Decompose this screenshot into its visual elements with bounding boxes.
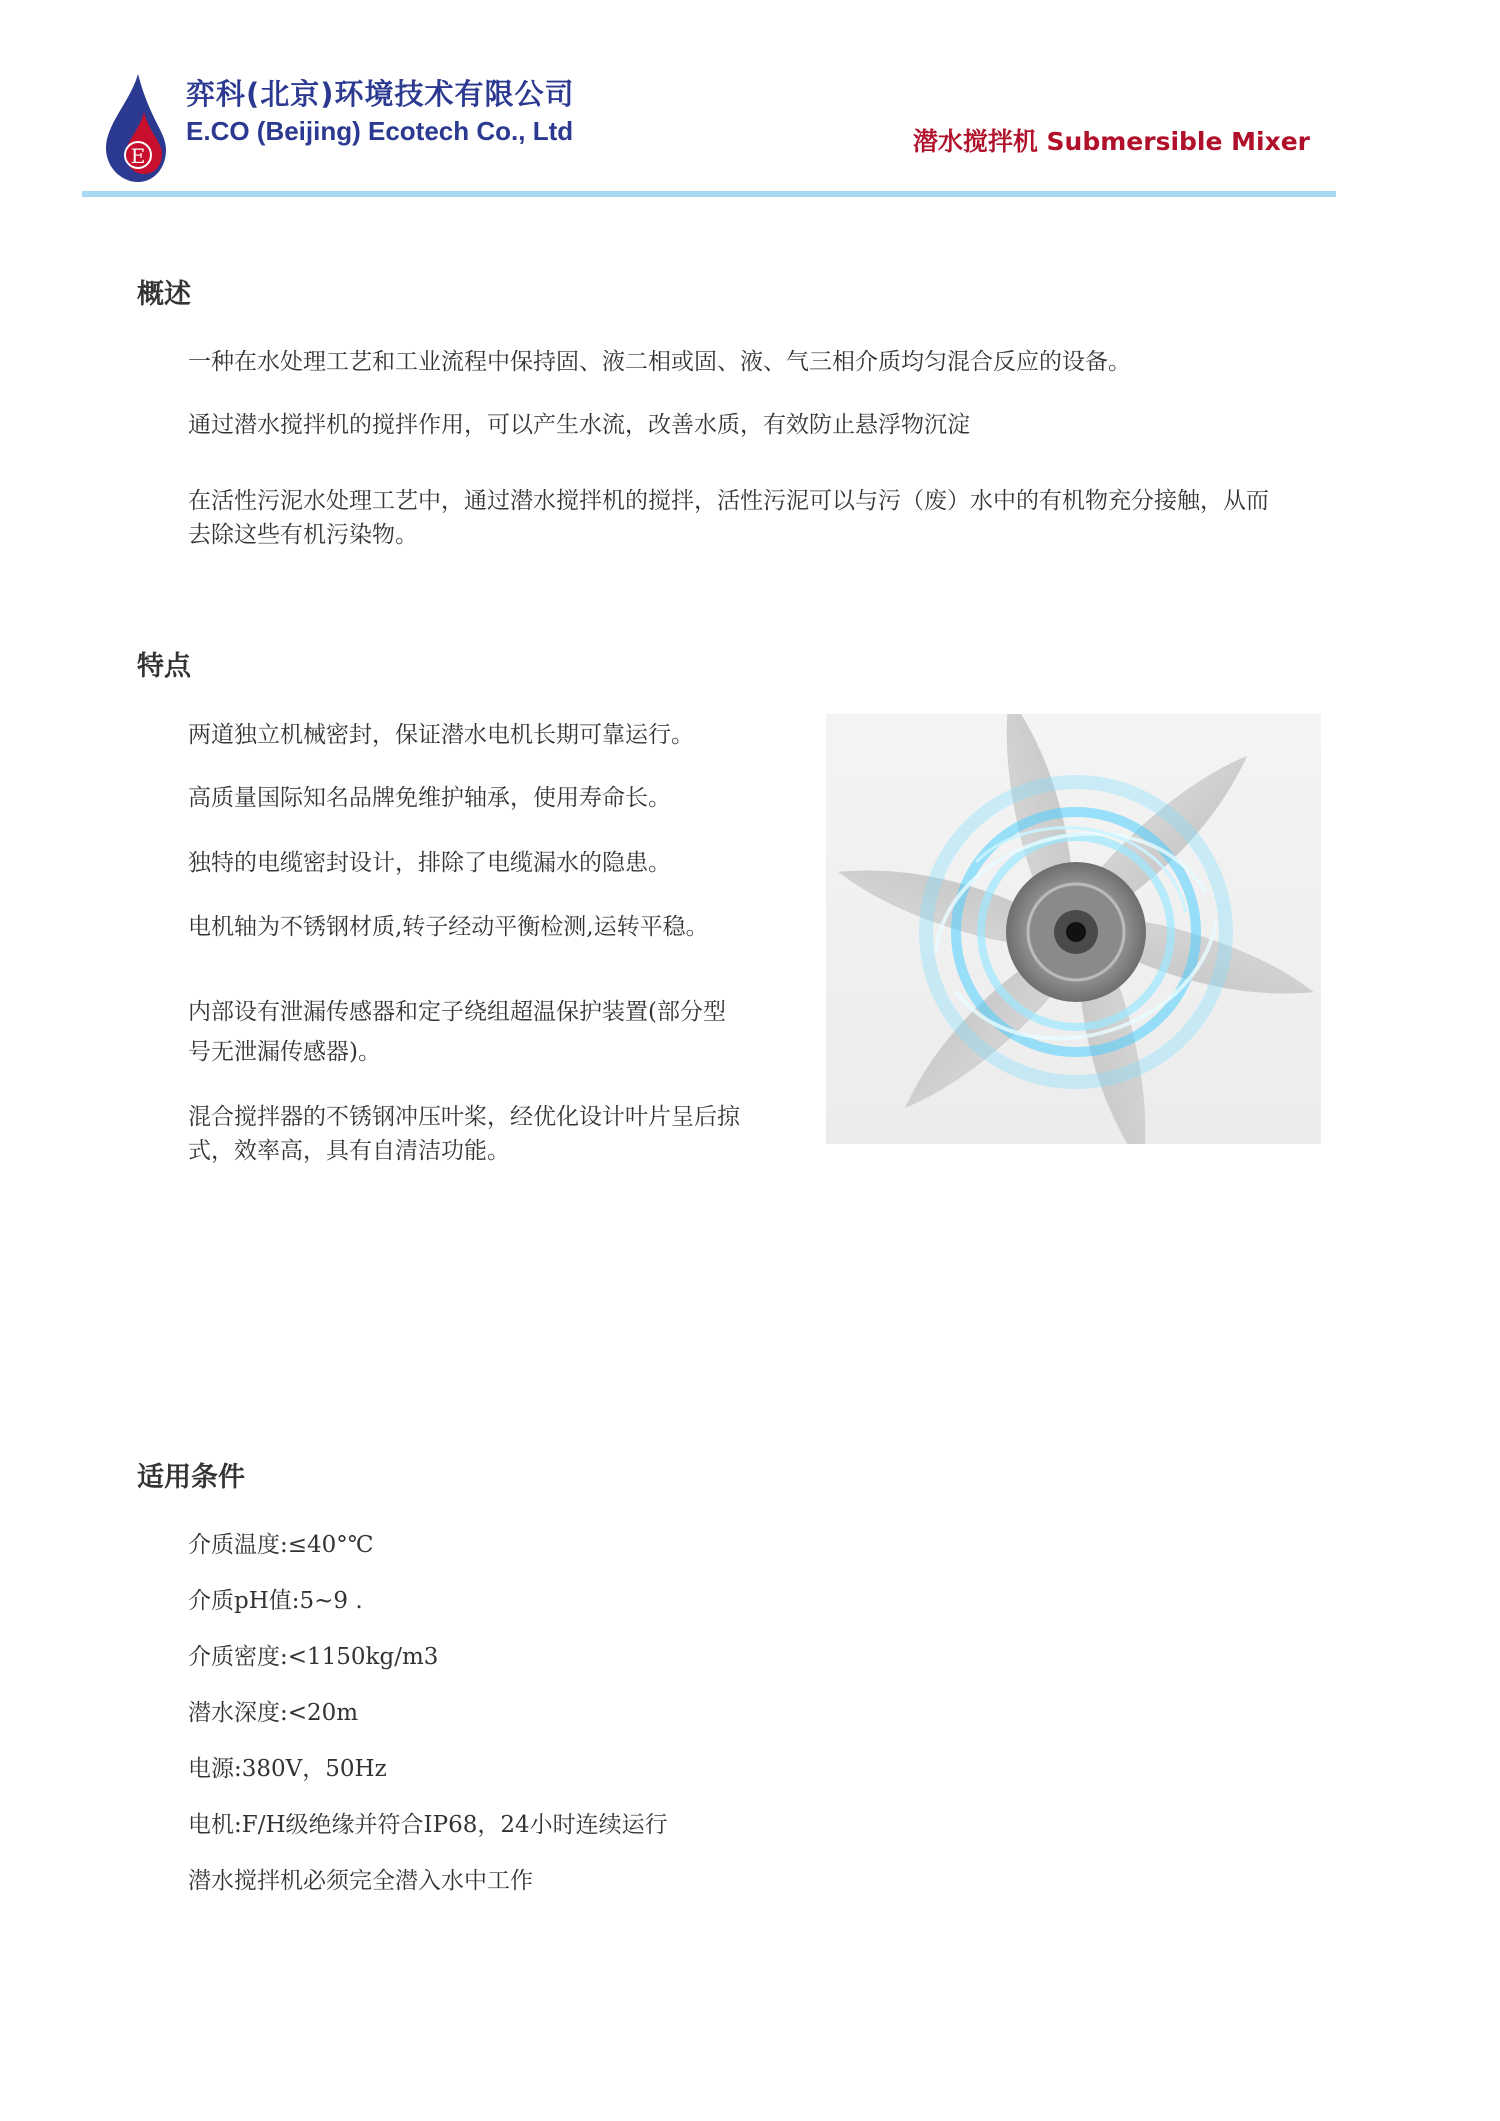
header-divider [82, 191, 1336, 197]
condition-item-3: 介质密度:<1150kg/m3 [188, 1644, 439, 1670]
features-heading: 特点 [137, 651, 191, 682]
mixer-impeller-photo [826, 714, 1321, 1144]
impeller-illustration [826, 714, 1321, 1144]
feature-item-4: 电机轴为不锈钢材质,转子经动平衡检测,运转平稳。 [188, 914, 709, 940]
company-logo [104, 72, 168, 184]
product-title: 潜水搅拌机 Submersible Mixer [912, 127, 1310, 156]
condition-item-1: 介质温度:≤40°℃ [188, 1532, 374, 1558]
feature-item-2: 高质量国际知名品牌免维护轴承，使用寿命长。 [188, 785, 671, 811]
conditions-heading: 适用条件 [137, 1462, 245, 1493]
overview-paragraph-3: 在活性污泥水处理工艺中，通过潜水搅拌机的搅拌，活性污泥可以与污（废）水中的有机物充分接触，从而去除这些有机污染物。 [188, 488, 1269, 548]
logo-letter: E [130, 144, 146, 168]
feature-item-6: 混合搅拌器的不锈钢冲压叶桨，经优化设计叶片呈后掠式，效率高，具有自清洁功能。 [188, 1104, 740, 1164]
overview-paragraph-1: 一种在水处理工艺和工业流程中保持固、液二相或固、液、气三相介质均匀混合反应的设备。 [188, 349, 1131, 375]
feature-item-3: 独特的电缆密封设计，排除了电缆漏水的隐患。 [188, 850, 671, 876]
overview-heading: 概述 [137, 279, 191, 310]
feature-item-1: 两道独立机械密封，保证潜水电机长期可靠运行。 [188, 722, 694, 748]
condition-item-4: 潜水深度:<20m [188, 1700, 359, 1726]
company-name-cn: 弈科(北京)环境技术有限公司 [186, 77, 575, 111]
feature-item-5: 内部设有泄漏传感器和定子绕组超温保护装置(部分型号无泄漏传感器)。 [188, 999, 726, 1065]
condition-item-2: 介质pH值:5~9 . [188, 1588, 363, 1614]
condition-item-6: 电机:F/H级绝缘并符合IP68，24小时连续运行 [188, 1812, 668, 1838]
condition-item-5: 电源:380V，50Hz [188, 1756, 387, 1782]
condition-item-7: 潜水搅拌机必须完全潜入水中工作 [188, 1868, 533, 1894]
company-name-en: E.CO (Beijing) Ecotech Co., Ltd [186, 116, 574, 146]
overview-paragraph-2: 通过潜水搅拌机的搅拌作用，可以产生水流，改善水质，有效防止悬浮物沉淀 [188, 412, 970, 438]
